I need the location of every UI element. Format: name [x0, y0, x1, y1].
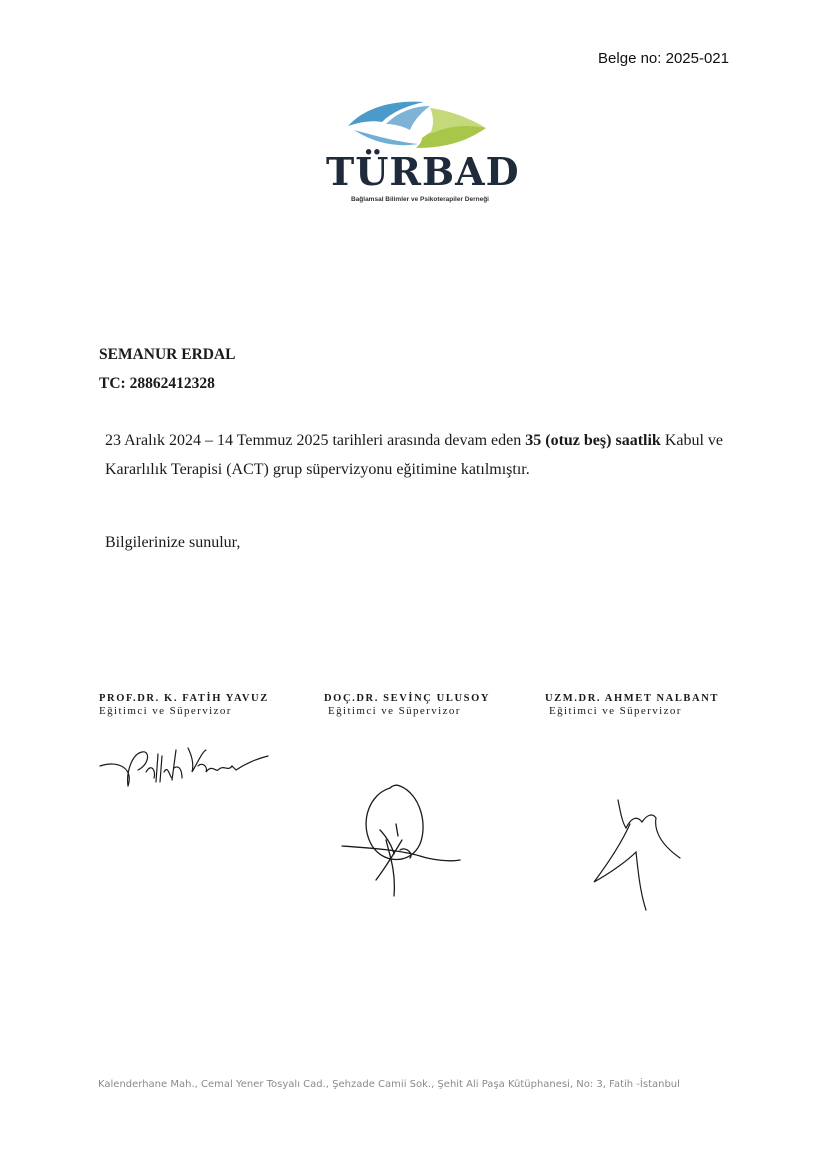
recipient-block — [99, 340, 236, 398]
signature-2 — [340, 780, 464, 898]
organization-logo — [326, 98, 520, 210]
signer-name: PROF.DR. K. FATİH YAVUZ — [99, 693, 269, 704]
signer-3 — [545, 692, 719, 718]
logo-name: TÜRBAD — [326, 149, 520, 194]
signer-role: Eğitimci ve Süpervizor — [549, 705, 682, 717]
signer-role: Eğitimci ve Süpervizor — [328, 705, 461, 717]
document-number: Belge no: 2025-021 — [598, 50, 729, 67]
logo-subtitle: Bağlamsal Bilimler ve Psikoterapiler Derneği — [350, 196, 489, 203]
closing-text: Bilgilerinize sunulur, — [105, 534, 241, 551]
body-text-part1: 23 Aralık 2024 – 14 Temmuz 2025 tarihleri arasında devam eden — [105, 432, 526, 449]
recipient-name: SEMANUR ERDAL — [99, 346, 236, 363]
signer-name: DOÇ.DR. SEVİNÇ ULUSOY — [324, 693, 491, 704]
certificate-body — [105, 426, 745, 484]
footer-address: Kalenderhane Mah., Cemal Yener Tosyalı Cad., Şehzade Camii Sok., Şehit Ali Paşa Kütüphanesi, No: 3, Fatih -İstanbul — [98, 1079, 680, 1090]
recipient-id: TC: 28862412328 — [99, 375, 215, 392]
eye-logo-icon — [326, 98, 504, 154]
signer-1 — [99, 692, 269, 718]
signer-role: Eğitimci ve Süpervizor — [99, 705, 232, 717]
signature-3 — [590, 796, 686, 912]
body-text-part2: Kabul ve Kararlılık Terapisi (ACT) grup süpervizyonu eğitimine katılmıştır. — [105, 432, 724, 478]
signer-name: UZM.DR. AHMET NALBANT — [545, 693, 720, 704]
body-text-bold: 35 (otuz beş) saatlik — [525, 432, 661, 449]
signer-2 — [324, 692, 490, 718]
signature-1 — [98, 742, 270, 794]
